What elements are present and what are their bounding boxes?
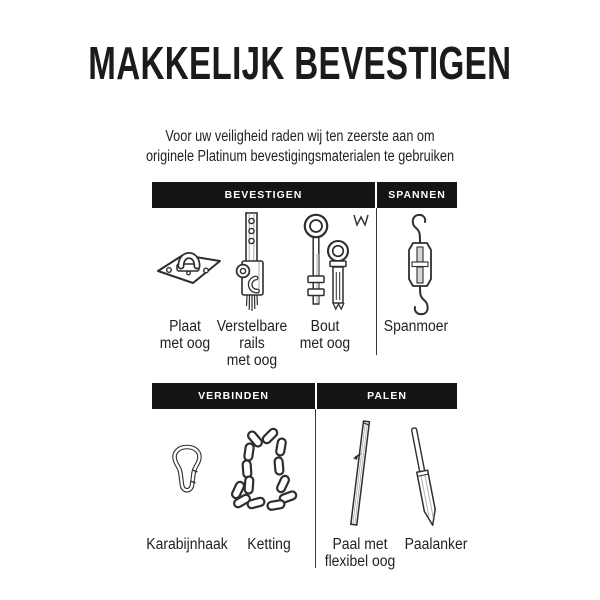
label-plaat-met-oog xyxy=(149,318,221,352)
label-line: met oog xyxy=(159,335,211,352)
label-line: met oog xyxy=(299,335,351,352)
divider-row-1 xyxy=(376,208,377,355)
section-header-verbinden-label: VERBINDEN xyxy=(198,390,269,402)
subtitle xyxy=(54,127,546,167)
pole-with-flexible-eye-icon xyxy=(346,418,374,530)
label-karabijnhaak xyxy=(142,536,232,553)
label-paalanker xyxy=(398,536,474,553)
label-line: Verstelbare xyxy=(216,318,288,335)
label-line: flexibel oog xyxy=(324,553,396,570)
label-spanmoer xyxy=(380,318,452,335)
label-line: met oog xyxy=(226,352,278,369)
label-line: Karabijnhaak xyxy=(146,536,228,553)
label-line: Paalanker xyxy=(404,536,468,553)
divider-row-2 xyxy=(315,409,316,568)
subtitle-line-2: originele Platinum bevestigingsmaterialen te gebruiken xyxy=(145,148,455,165)
page-title: MAKKELIJK BEVESTIGEN xyxy=(88,37,512,89)
chain-icon xyxy=(231,427,309,528)
turnbuckle-icon xyxy=(399,212,435,318)
section-header-bevestigen xyxy=(152,182,375,208)
ground-anchor-icon xyxy=(406,425,442,531)
label-line: Spanmoer xyxy=(383,318,449,335)
label-bout-met-oog xyxy=(289,318,361,352)
label-paal-met-flexibel-oog xyxy=(322,536,398,570)
carabiner-icon xyxy=(169,444,205,502)
section-header-verbinden xyxy=(152,383,315,409)
adjustable-rail-with-eye-icon xyxy=(235,212,271,314)
label-line: Paal met xyxy=(332,536,388,553)
label-line: Ketting xyxy=(247,536,291,553)
section-header-spannen xyxy=(377,182,457,208)
label-line: Bout xyxy=(310,318,340,335)
label-verstelbare-rails xyxy=(212,318,293,369)
section-header-spannen-label: SPANNEN xyxy=(388,189,446,201)
label-line: rails xyxy=(239,335,265,352)
label-line: Plaat xyxy=(169,318,201,335)
label-ketting xyxy=(233,536,305,553)
plate-with-eye-icon xyxy=(154,243,224,285)
section-header-bevestigen-label: BEVESTIGEN xyxy=(224,189,303,201)
eye-bolt-icon xyxy=(298,212,370,312)
section-header-palen xyxy=(317,383,457,409)
subtitle-line-1: Voor uw veiligheid raden wij ten zeerste aan om xyxy=(165,128,435,145)
header-row-2 xyxy=(152,383,457,409)
header-row-1 xyxy=(152,182,457,208)
section-header-palen-label: PALEN xyxy=(367,390,407,402)
